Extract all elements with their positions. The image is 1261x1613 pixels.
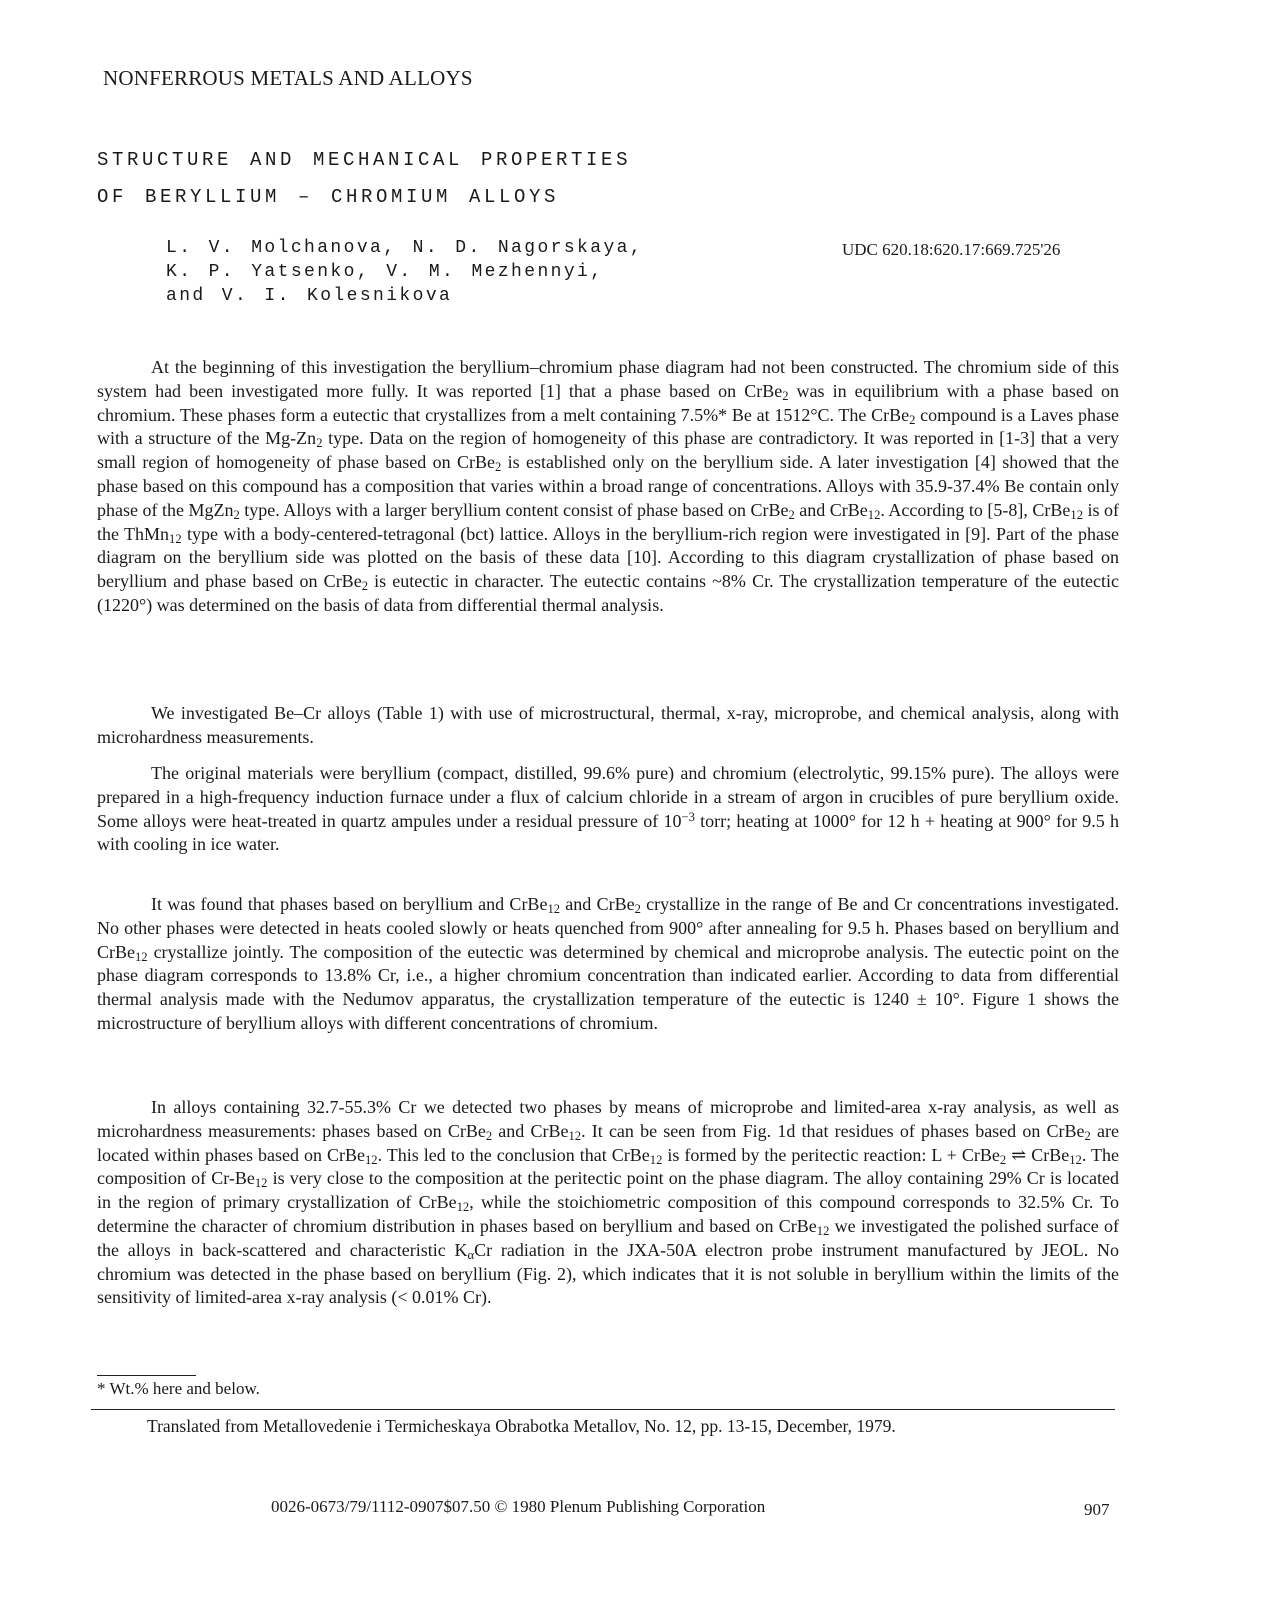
page-number: 907 xyxy=(1084,1500,1110,1519)
section-heading: NONFERROUS METALS AND ALLOYS xyxy=(103,66,473,90)
author-line-1: L. V. Molchanova, N. D. Nagorskaya, xyxy=(166,238,644,258)
footnote: * Wt.% here and below. xyxy=(97,1379,260,1398)
udc-code: UDC 620.18:620.17:669.725'26 xyxy=(842,240,1061,259)
paragraph-5: In alloys containing 32.7-55.3% Cr we detected two phases by means of microprobe and limited-area x-ray analysis, as well as microhardness measurements: phases based on CrBe$_2$ and CrBe$_{12}$. It can be seen from Fig. 1d that residues of phases based on CrBe$_2$ are located within phases based on CrBe$_{12}$. This led to the conclusion that CrBe$_{12}$ is formed by the peritectic reaction: L + CrBe$_2$ ⇌ CrBe$_{12}$. The composition of $Cr-Be_{12}$ is very close to the composition at the peritectic point on the phase diagram. The alloy containing 29% Cr is located in the region of primary crystallization of CrBe$_{12}$, while the stoichiometric composition of this compound corresponds to 32.5% Cr. To determine the character of chromium distribution in phases based on beryllium and based on CrBe$_{12}$ we investigated the polished surface of the alloys in back-scattered and characteristic $K_\alpha Cr$ radiation in the JXA-50A electron probe instrument manufactured by JEOL. No chromium was detected in the phase based on beryllium (Fig. 2), which indicates that it is not soluble in beryllium within the limits of the sensitivity of limited-area x-ray analysis (< 0.01% Cr). xyxy=(97,1097,1120,1308)
article-title-line-1: STRUCTURE AND MECHANICAL PROPERTIES xyxy=(97,149,632,171)
translation-note-text: Translated from Metallovedenie i Termicheskaya Obrabotka Metallov, No. 12, pp. 13-15, December, 1979. xyxy=(147,1416,896,1436)
article-title-line-2: OF BERYLLIUM – CHROMIUM ALLOYS xyxy=(97,186,560,208)
footnote-rule xyxy=(97,1375,196,1376)
paragraph-4: It was found that phases based on beryllium and CrBe$_{12}$ and CrBe$_2$ crystallize in the range of Be and Cr concentrations investigated. No other phases were detected in heats cooled slowly or heats quenched from 900° after annealing for 9.5 h. Phases based on beryllium and CrBe$_{12}$ crystallize jointly. The composition of the eutectic was determined by chemical and microprobe analysis. The eutectic point on the phase diagram corresponds to 13.8% Cr, i.e., a higher chromium concentration than indicated earlier. According to data from differential thermal analysis made with the Nedumov apparatus, the crystallization temperature of the eutectic is 1240 ± 10°. Figure 1 shows the microstructure of beryllium alloys with different concentrations of chromium. xyxy=(97,894,1120,1033)
author-list xyxy=(166,236,643,308)
paragraph-3: The original materials were beryllium (compact, distilled, 99.6% pure) and chromium (electrolytic, 99.15% pure). The alloys were prepared in a high-frequency induction furnace under a flux of calcium chloride in a stream of argon in crucibles of pure beryllium oxide. Some alloys were heat-treated in quartz ampules under a residual pressure of $10^{-3}$ torr; heating at 1000° for 12 h + heating at 900° for 9.5 h with cooling in ice water. xyxy=(97,763,1119,855)
translation-note xyxy=(91,1415,1095,1437)
copyright-code-line: 0026-0673/79/1112-0907$07.50 © 1980 Plenum Publishing Corporation xyxy=(271,1497,766,1516)
paragraph-2: We investigated Be–Cr alloys (Table 1) with use of microstructural, thermal, x-ray, microprobe, and chemical analysis, along with microhardness measurements. xyxy=(97,703,1119,747)
translation-rule xyxy=(91,1409,1115,1410)
paragraph-1: At the beginning of this investigation the beryllium–chromium phase diagram had not been constructed. The chromium side of this system had been investigated more fully. It was reported [1] that a phase based on CrBe$_2$ was in equilibrium with a phase based on chromium. These phases form a eutectic that crystallizes from a melt containing 7.5%* Be at 1512°C. The CrBe$_2$ compound is a Laves phase with a structure of the $Mg-Zn_2$ type. Data on the region of homogeneity of this phase are contradictory. It was reported in [1-3] that a very small region of homogeneity of phase based on CrBe$_2$ is established only on the beryllium side. A later investigation [4] showed that the phase based on this compound has a composition that varies within a broad range of concentrations. Alloys with 35.9-37.4% Be contain only phase of the MgZn$_2$ type. Alloys with a larger beryllium content consist of phase based on CrBe$_2$ and CrBe$_{12}$. According to [5-8], CrBe$_{12}$ is of the ThMn$_{12}$ type with a body-centered-tetragonal (bct) lattice. Alloys in the beryllium-rich region were investigated in [9]. Part of the phase diagram on the beryllium side was plotted on the basis of these data [10]. According to this diagram crystallization of phase based on beryllium and phase based on CrBe$_2$ is eutectic in character. The eutectic contains ~8% Cr. The crystallization temperature of the eutectic (1220°) was determined on the basis of data from differential thermal analysis. xyxy=(97,357,1120,615)
author-line-3: and V. I. Kolesnikova xyxy=(166,286,453,306)
author-line-2: K. P. Yatsenko, V. M. Mezhennyi, xyxy=(166,262,604,282)
